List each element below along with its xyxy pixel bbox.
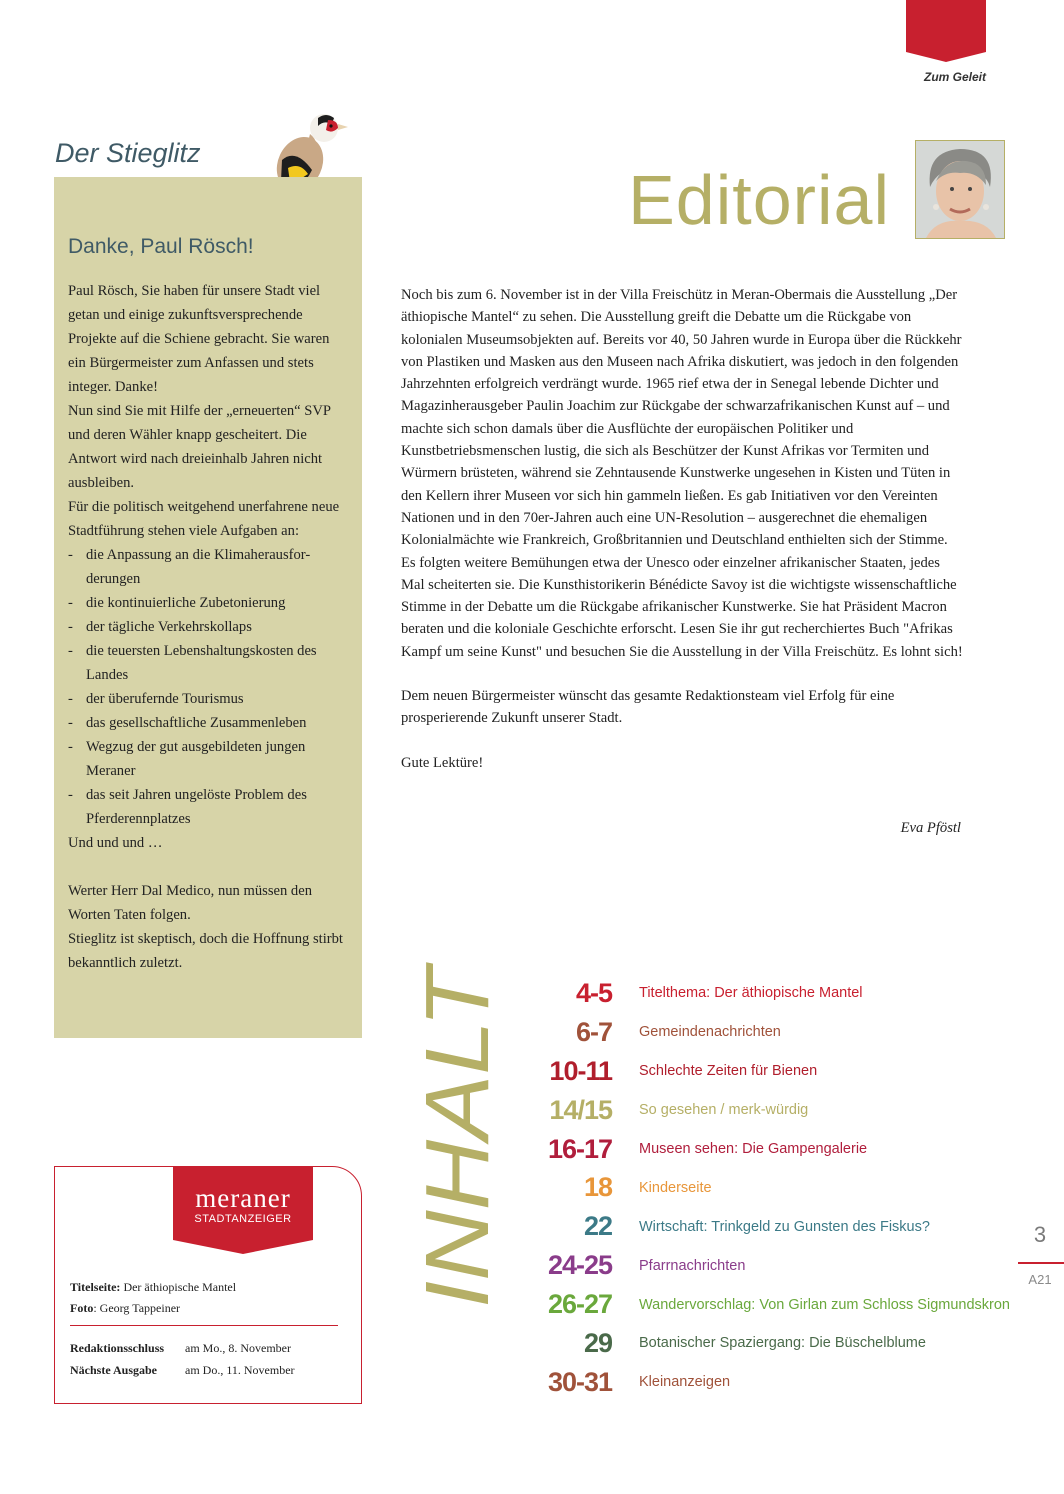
- imprint-dates: [70, 1337, 350, 1381]
- column-heading: Danke, Paul Rösch!: [68, 235, 254, 258]
- list-item: - die kontinuierliche Zubetonierung: [68, 591, 348, 615]
- contents-entry[interactable]: [500, 974, 1040, 1013]
- editorial-paragraph: Noch bis zum 6. November ist in der Villa Freischütz in Meran-Obermais die Ausstellung „Der äthiopische Mantel“ zu sehen. Die Ausstellung greift die Debatte um die Rückgabe von kolonialen Museumsobjekten auf. Bereits vor 40, 50 Jahren wurde in Europa über die Rückkehr von Plastiken und Masken aus den Museen nach Afrika diskutiert, was jedoch in den folgenden Jahrzehnten erfolgreich verdrängt wurde. 1965 rief etwa der in Senegal lebende Dichter und Magazinherausgeber Paulin Joachim zur Rückgabe der schwarzafrikanischen Kunst auf – und machte sich schon damals über die Ausflüchte der europäischen Politiker und Kunstbetriebsmenschen lustig, die sich als Beschützer der Kunst Afrikas vor Termiten und Würmern brüsteten, während sie Zehntausende Kunstwerke ungesehen in Kisten und Tüten in den Kellern ihrer Museen vor sich hin gammeln ließen. Es gab Initiativen vor den Vereinten Nationen und in den 70er-Jahren auch eine UN-Resolution – ausgerechnet die ehemaligen Kolonialmächte wie Frankreich, Großbritannien und Deutschland enthielten sich der Stimme. Es folgten weitere Bemühungen etwa der Unesco oder einzelner afrikanischer Staaten, jedes Mal scheiterten sie. Die Kunsthistorikerin Bénédicte Savoy ist die wichtigste wissenschaftliche Stimme in der Debatte um die Rückgabe afrikanischer Kunstwerke. Sie hat Präsident Macron beraten und die koloniale Geschichte erforscht. Lesen Sie ihr gut recherchiertes Buch "Afrikas Kampf um seine Kunst" und besuchen Sie die Ausstellung in der Villa Freischütz. Es lohnt sich!: [401, 287, 963, 660]
- page-number: 3: [1033, 1222, 1047, 1247]
- author-signature: Eva Pföstl: [900, 820, 961, 836]
- tasks-list: [68, 543, 348, 831]
- contents-entry[interactable]: [500, 1363, 1040, 1402]
- contents-label: Gemeindenachrichten: [639, 1024, 781, 1041]
- contents-entry[interactable]: [500, 1168, 1040, 1207]
- contents-label: Kleinanzeigen: [639, 1374, 731, 1391]
- section-label: Zum Geleit: [923, 70, 986, 84]
- contents-entry[interactable]: [500, 1013, 1040, 1052]
- contents-pages: 4-5: [575, 977, 612, 1008]
- column-title: Der Stieglitz: [55, 138, 201, 168]
- contents-label: Pfarrnachrichten: [639, 1257, 746, 1274]
- contents-entry[interactable]: [500, 1285, 1040, 1324]
- contents-title-text: INHALT: [408, 994, 508, 1308]
- contents-pages: 26-27: [547, 1289, 612, 1320]
- deadline-label: Redaktionsschluss: [70, 1341, 165, 1355]
- editorial-paragraph: Gute Lektüre!: [401, 754, 484, 771]
- list-item: - der überufernde Tourismus: [68, 687, 348, 711]
- list-item: - Wegzug der gut ausgebildeten jungen Meraner: [68, 735, 348, 783]
- column-paragraph: Paul Rösch, Sie haben für unsere Stadt viel getan und einige zukunftsversprechende Projekte auf die Schiene gebracht. Sie waren ein Bürgermeister zum Anfassen und stets integer. Danke!: [68, 283, 330, 395]
- logo-subtitle: STADTANZEIGER: [194, 1213, 292, 1225]
- contents-entry[interactable]: [500, 1207, 1040, 1246]
- imprint-divider: [70, 1325, 338, 1326]
- contents-pages: 30-31: [547, 1366, 612, 1397]
- column-paragraph: Werter Herr Dal Medico, nun müssen den Worten Taten folgen.: [68, 883, 313, 923]
- column-box: [54, 177, 362, 1038]
- photo-label: Foto: [70, 1301, 94, 1315]
- contents-label: Schlechte Zeiten für Bienen: [639, 1063, 818, 1080]
- contents-title: [408, 966, 508, 1311]
- contents-pages: 16-17: [547, 1133, 612, 1164]
- list-item: - die teuersten Lebenshaltungskosten des Landes: [68, 639, 348, 687]
- column-paragraph: Und und und …: [68, 835, 163, 851]
- contents-pages: 14/15: [549, 1094, 612, 1125]
- deadline-value: am Mo., 8. November: [185, 1341, 291, 1355]
- contents-pages: 10-11: [549, 1055, 612, 1086]
- contents-entry[interactable]: [500, 1324, 1040, 1363]
- list-item: - die Anpassung an die Klimaherausfor-derungen: [68, 543, 348, 591]
- contents-pages: 6-7: [575, 1016, 612, 1047]
- imprint-credits: [70, 1277, 345, 1319]
- contents-label: Botanischer Spaziergang: Die Büschelblume: [639, 1335, 926, 1352]
- list-item: - das seit Jahren ungelöste Problem des Pferderennplatzes: [68, 783, 348, 831]
- column-paragraph: Nun sind Sie mit Hilfe der „erneuerten“ SVP und deren Wähler knapp gescheitert. Die Antwort wird nach dreieinhalb Jahren nicht ausbleiben.: [68, 403, 331, 491]
- contents-label: So gesehen / merk-würdig: [639, 1102, 809, 1119]
- contents-label: Museen sehen: Die Gampengalerie: [639, 1141, 868, 1157]
- contents-label: Titelthema: Der äthiopische Mantel: [639, 985, 863, 1002]
- contents-entry[interactable]: [500, 1091, 1040, 1130]
- cover-value: Der äthiopische Mantel: [123, 1280, 237, 1294]
- editorial-paragraph: Dem neuen Bürgermeister wünscht das gesamte Redaktionsteam viel Erfolg für eine prosperierende Zukunft unserer Stadt.: [401, 688, 895, 727]
- column-paragraph: Für die politisch weitgehend unerfahrene neue Stadtführung stehen viele Aufgaben an:: [68, 499, 340, 539]
- contents-pages: 24-25: [547, 1250, 612, 1281]
- contents-entry[interactable]: [500, 1130, 1040, 1169]
- contents-entry[interactable]: [500, 1052, 1040, 1091]
- contents-list: [500, 974, 1040, 1402]
- next-issue-value: am Do., 11. November: [185, 1363, 295, 1377]
- contents-label: Wandervorschlag: Von Girlan zum Schloss Sigmundskron: [639, 1296, 1010, 1313]
- author-portrait: [915, 140, 1005, 239]
- page-code: A21: [1028, 1272, 1052, 1287]
- contents-pages: 29: [583, 1327, 612, 1358]
- column-paragraph: Stieglitz ist skeptisch, doch die Hoffnung stirbt bekanntlich zuletzt.: [68, 931, 343, 971]
- cover-label: Titelseite:: [70, 1280, 121, 1294]
- contents-pages: 22: [583, 1211, 612, 1242]
- section-tab-marker: [906, 0, 986, 62]
- column-text: [68, 279, 348, 975]
- contents-label: Wirtschaft: Trinkgeld zu Gunsten des Fiskus?: [639, 1218, 930, 1235]
- editorial-title: Editorial: [628, 161, 890, 239]
- portrait-image: [916, 141, 1004, 238]
- contents-entry[interactable]: [500, 1246, 1040, 1285]
- list-item: - der tägliche Verkehrskollaps: [68, 615, 348, 639]
- next-issue-label: Nächste Ausgabe: [70, 1363, 158, 1377]
- logo-wordmark: meraner: [195, 1183, 291, 1213]
- list-item: - das gesellschaftliche Zusammenleben: [68, 711, 348, 735]
- contents-label: Kinderseite: [639, 1179, 712, 1196]
- contents-pages: 18: [583, 1172, 612, 1203]
- photo-value: : Georg Tappeiner: [93, 1301, 181, 1315]
- editorial-text: [401, 284, 963, 796]
- page-divider: [1018, 1262, 1064, 1264]
